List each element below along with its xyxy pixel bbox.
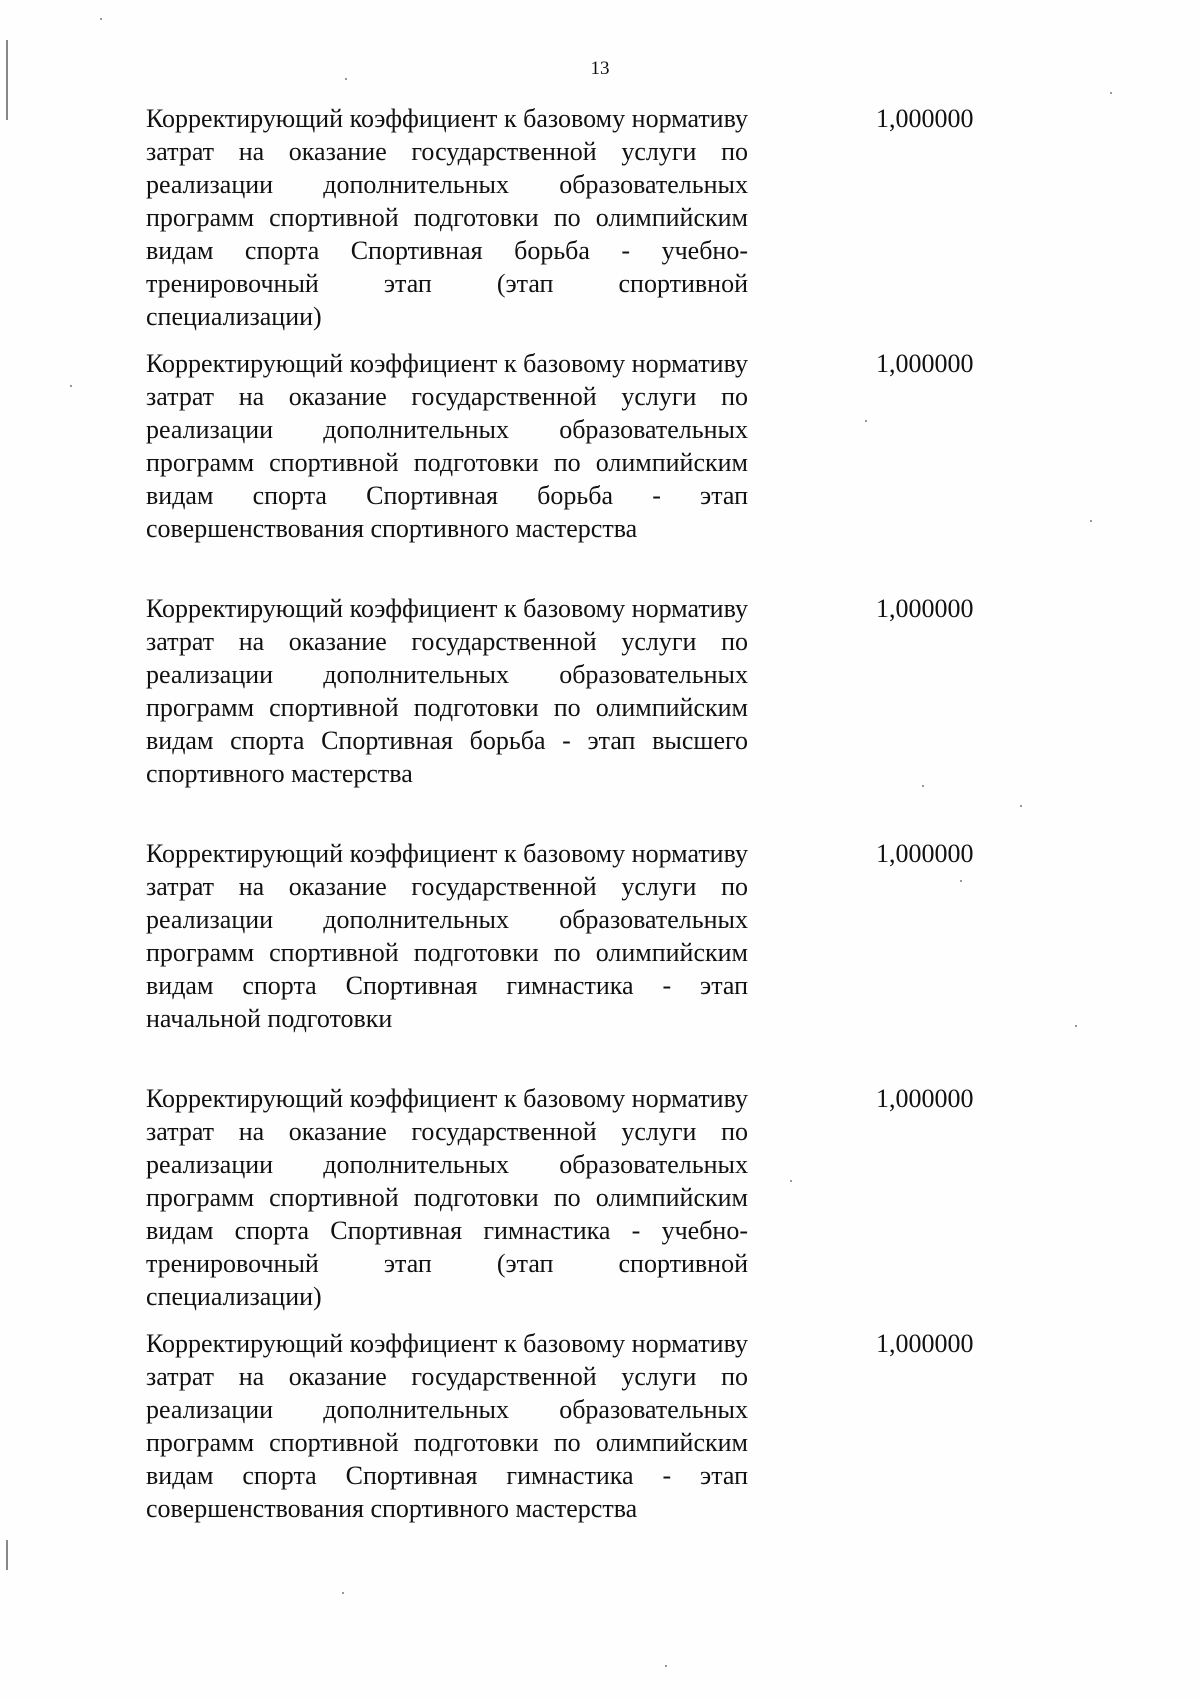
coefficient-value: 1,000000 (876, 1084, 974, 1113)
coefficient-entry (146, 1327, 1006, 1572)
scan-speck (1090, 520, 1092, 522)
page-number: 13 (590, 58, 610, 79)
coefficient-value: 1,000000 (876, 594, 974, 623)
coefficient-list (146, 102, 1006, 1572)
scan-speck (665, 1665, 667, 1667)
coefficient-description: Корректирующий коэффициент к базовому нормативу затрат на оказание государственной услуги по реализации дополнительных образовательных программ спортивной подготовки по олимпийским видам спорта Спортивная борьба - учебно-тренировочный этап (этап спортивной специализации) (146, 104, 748, 331)
coefficient-entry (146, 592, 1006, 837)
coefficient-description: Корректирующий коэффициент к базовому нормативу затрат на оказание государственной услуги по реализации дополнительных образовательных программ спортивной подготовки по олимпийским видам спорта Спортивная борьба - этап совершенствования спортивного мастерства (146, 349, 748, 543)
coefficient-entry (146, 1082, 1006, 1327)
coefficient-value: 1,000000 (876, 839, 974, 868)
coefficient-value: 1,000000 (876, 104, 974, 133)
coefficient-description: Корректирующий коэффициент к базовому нормативу затрат на оказание государственной услуги по реализации дополнительных образовательных программ спортивной подготовки по олимпийским видам спорта Спортивная гимнастика - этап совершенствования спортивного мастерства (146, 1329, 748, 1523)
coefficient-description: Корректирующий коэффициент к базовому нормативу затрат на оказание государственной услуги по реализации дополнительных образовательных программ спортивной подготовки по олимпийским видам спорта Спортивная гимнастика - этап начальной подготовки (146, 839, 748, 1033)
scan-speck (1075, 1025, 1077, 1027)
scan-speck (1110, 92, 1112, 94)
scan-speck (342, 1592, 344, 1594)
coefficient-entry (146, 102, 1006, 347)
scan-speck (100, 18, 102, 20)
scan-speck (70, 385, 72, 387)
coefficient-value: 1,000000 (876, 349, 974, 378)
coefficient-description: Корректирующий коэффициент к базовому нормативу затрат на оказание государственной услуги по реализации дополнительных образовательных программ спортивной подготовки по олимпийским видам спорта Спортивная гимнастика - учебно-тренировочный этап (этап спортивной специализации) (146, 1084, 748, 1311)
scan-margin-mark (6, 40, 8, 120)
scan-speck (345, 78, 347, 80)
coefficient-entry (146, 347, 1006, 592)
scan-speck (1020, 805, 1022, 807)
coefficient-entry (146, 837, 1006, 1082)
coefficient-description: Корректирующий коэффициент к базовому нормативу затрат на оказание государственной услуги по реализации дополнительных образовательных программ спортивной подготовки по олимпийским видам спорта Спортивная борьба - этап высшего спортивного мастерства (146, 594, 748, 788)
scan-margin-mark (6, 1540, 8, 1570)
coefficient-value: 1,000000 (876, 1329, 974, 1358)
